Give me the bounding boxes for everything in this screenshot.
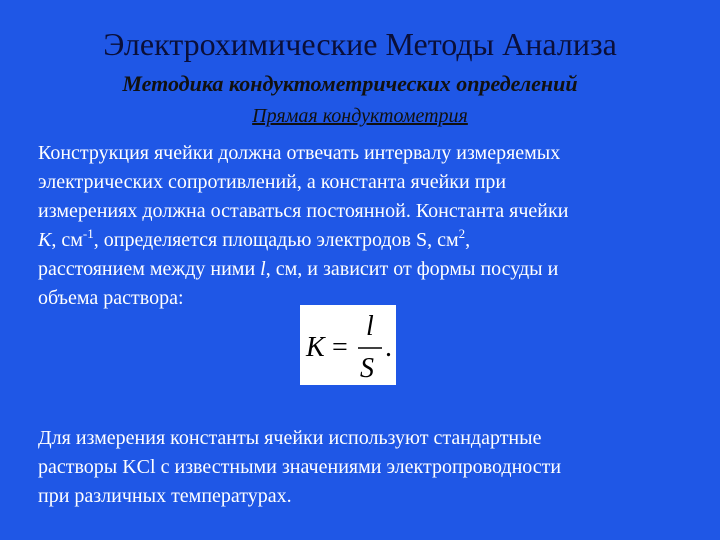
formula-equals: = (332, 332, 348, 363)
symbol-k: K (38, 229, 52, 251)
paragraph-cell-construction (38, 139, 698, 313)
text-run: , определяется площадью электродов S, см (93, 229, 459, 251)
formula-svg (300, 305, 396, 385)
formula-lhs: K (306, 332, 325, 363)
formula-denominator: S (360, 353, 374, 384)
paragraph-line: объема раствора: (38, 287, 184, 309)
formula-numerator: l (366, 311, 374, 342)
formula-period: . (385, 332, 392, 363)
text-run: расстоянием между ними (38, 258, 261, 280)
text-run: , см (51, 229, 83, 251)
superscript: 2 (458, 226, 466, 241)
paragraph-line: Конструкция ячейки должна отвечать интервалу измеряемых (38, 142, 561, 164)
slide-subtitle: Методика кондуктометрических определений (122, 71, 578, 96)
slide-title: Электрохимические Методы Анализа (103, 26, 617, 62)
paragraph-line (38, 255, 698, 284)
paragraph-kcl-standard (38, 424, 698, 511)
symbol-l: l (260, 258, 266, 280)
paragraph-line: при различных температурах. (38, 485, 292, 507)
paragraph-line: растворы KCl с известными значениями электропроводности (38, 456, 562, 478)
superscript: -1 (82, 226, 94, 241)
paragraph-line (38, 226, 698, 255)
section-heading: Прямая кондуктометрия (252, 105, 468, 127)
paragraph-line: измерениях должна оставаться постоянной. Константа ячейки (38, 200, 569, 222)
text-run: , (465, 229, 471, 251)
formula-box (300, 305, 396, 385)
paragraph-line: электрических сопротивлений, а константа ячейки при (38, 171, 507, 193)
text-run: , см, и зависит от формы посуды и (265, 258, 559, 280)
paragraph-line: Для измерения константы ячейки используют стандартные (38, 427, 542, 449)
